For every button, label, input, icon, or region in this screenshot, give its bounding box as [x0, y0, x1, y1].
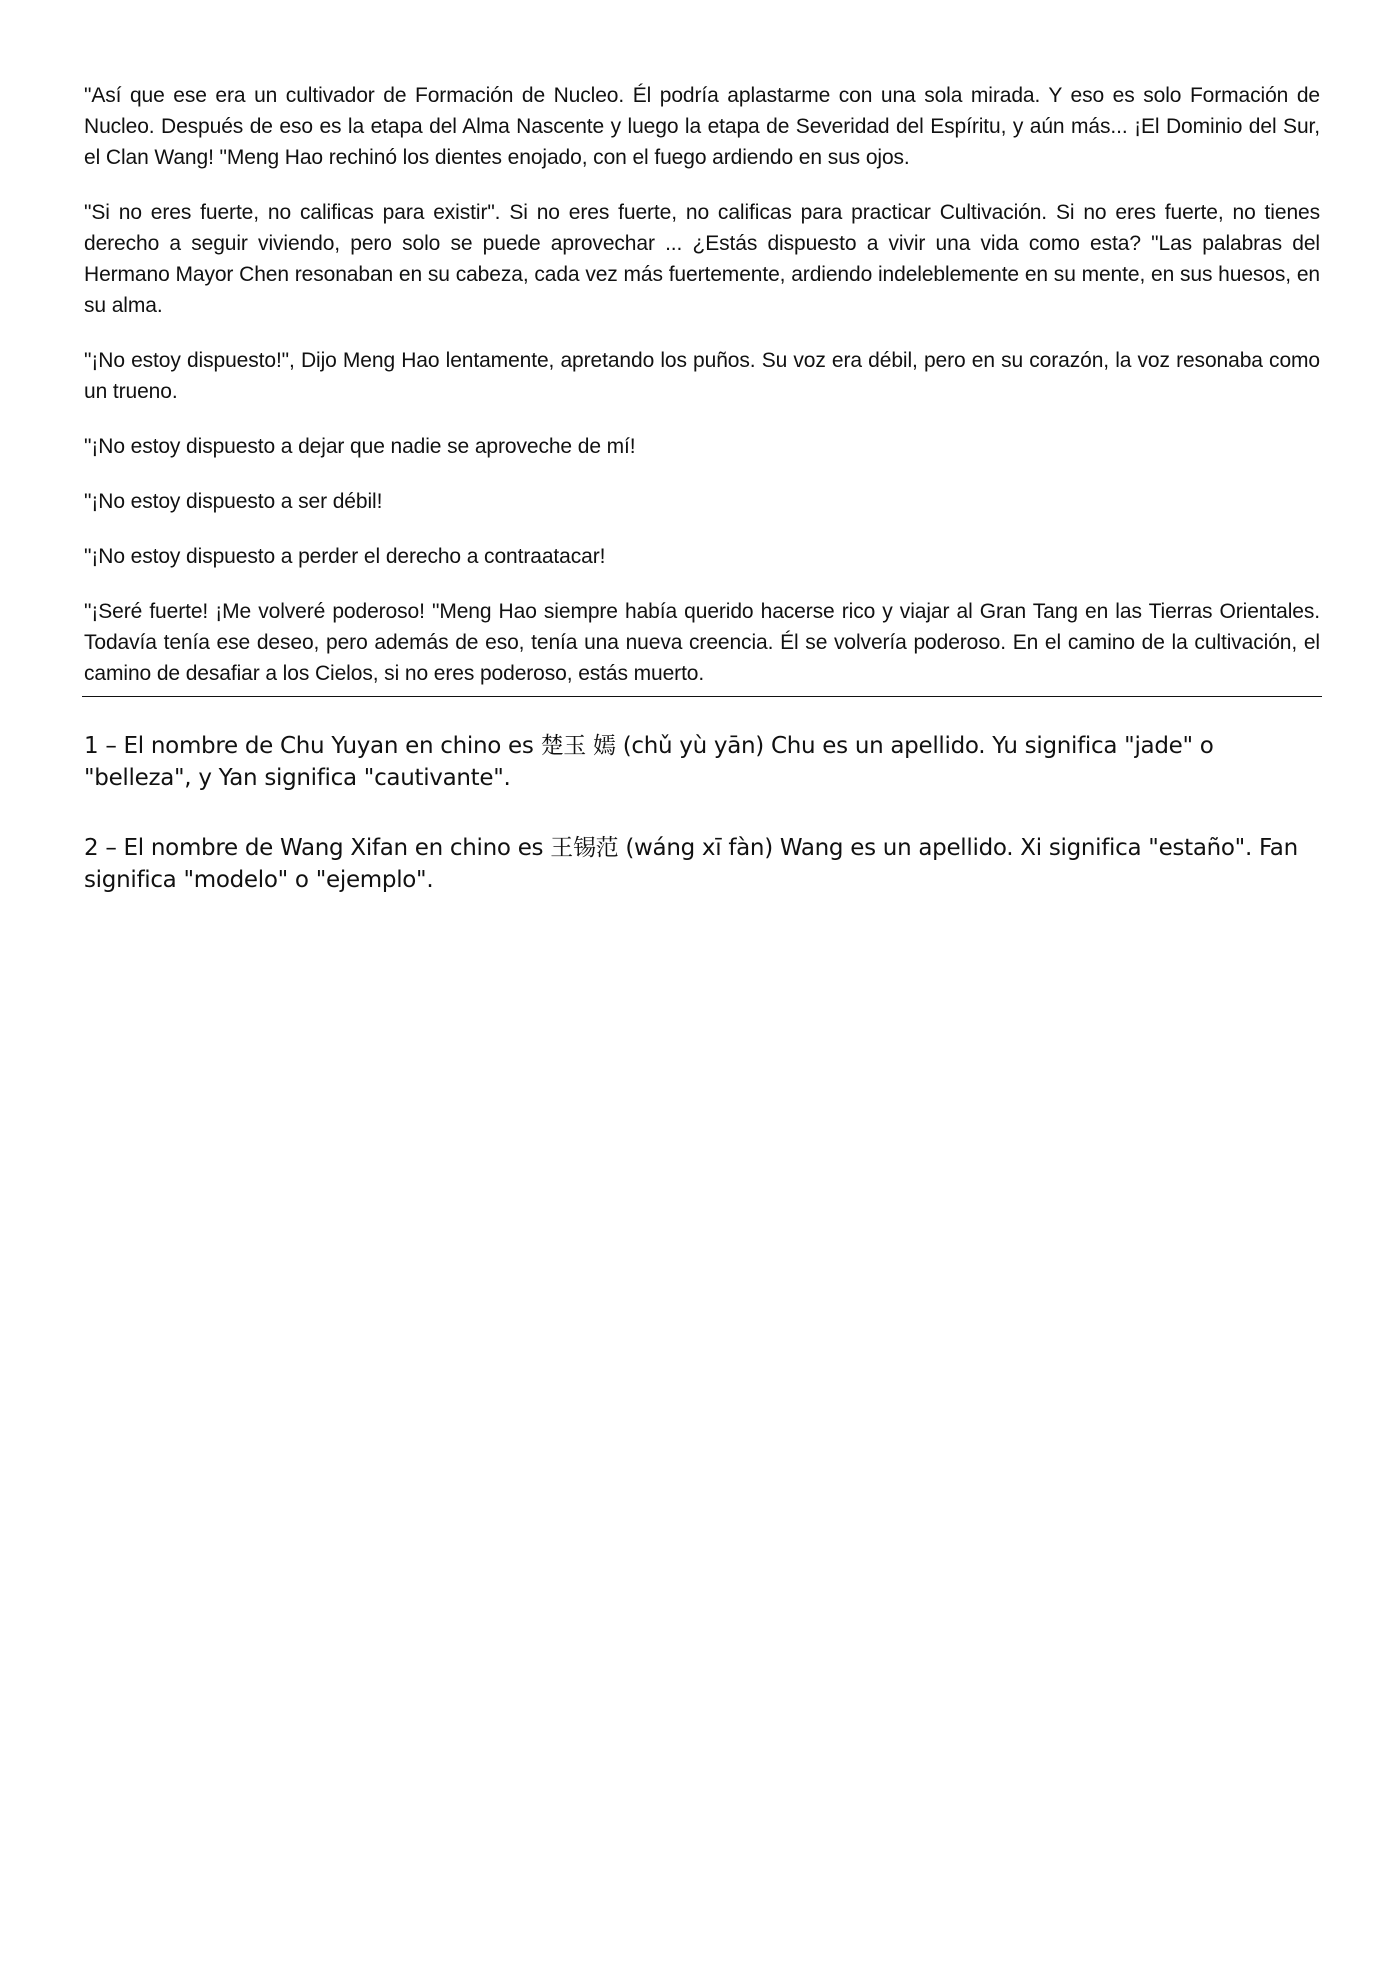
footnote-separator — [82, 696, 1322, 697]
footnotes — [84, 730, 1320, 934]
paragraph-4: "¡No estoy dispuesto a dejar que nadie se aproveche de mí! — [84, 435, 636, 458]
paragraph-1: "Así que ese era un cultivador de Formación de Nucleo. Él podría aplastarme con una sola mirada. Y eso es solo Formación de Nucleo. Después de eso es la etapa del Alma Nascente y luego la etapa de Severidad del Espíritu, y aún más... ¡El Dominio del Sur, el Clan Wang! "Meng Hao rechinó los dientes enojado, con el fuego ardiendo en sus ojos. — [84, 84, 1320, 169]
paragraph-7: "¡Seré fuerte! ¡Me volveré poderoso! "Meng Hao siempre había querido hacerse rico y viajar al Gran Tang en las Tierras Orientales. Todavía tenía ese deseo, pero además de eso, tenía una nueva creencia. Él se volvería poderoso. En el camino de la cultivación, el camino de desafiar a los Cielos, si no eres poderoso, estás muerto. — [84, 600, 1320, 685]
footnote-1: 1 – El nombre de Chu Yuyan en chino es 楚玉 嫣 (chǔ yù yān) Chu es un apellido. Yu significa "jade" o "belleza", y Yan significa "cautivante". — [84, 733, 1214, 791]
paragraph-5: "¡No estoy dispuesto a ser débil! — [84, 490, 383, 513]
paragraph-6: "¡No estoy dispuesto a perder el derecho a contraatacar! — [84, 545, 606, 568]
paragraph-3: "¡No estoy dispuesto!", Dijo Meng Hao lentamente, apretando los puños. Su voz era débil, pero en su corazón, la voz resonaba como un trueno. — [84, 349, 1320, 403]
footnote-2: 2 – El nombre de Wang Xifan en chino es 王锡范 (wáng xī fàn) Wang es un apellido. Xi significa "estaño". Fan significa "modelo" o "ejemplo". — [84, 835, 1298, 893]
body-text — [84, 80, 1320, 713]
paragraph-2: "Si no eres fuerte, no calificas para existir". Si no eres fuerte, no calificas para practicar Cultivación. Si no eres fuerte, no tienes derecho a seguir viviendo, pero solo se puede aprovechar ... ¿Estás dispuesto a vivir una vida como esta? "Las palabras del Hermano Mayor Chen resonaban en su cabeza, cada vez más fuertemente, ardiendo indeleblemente en su mente, en sus huesos, en su alma. — [84, 201, 1320, 317]
